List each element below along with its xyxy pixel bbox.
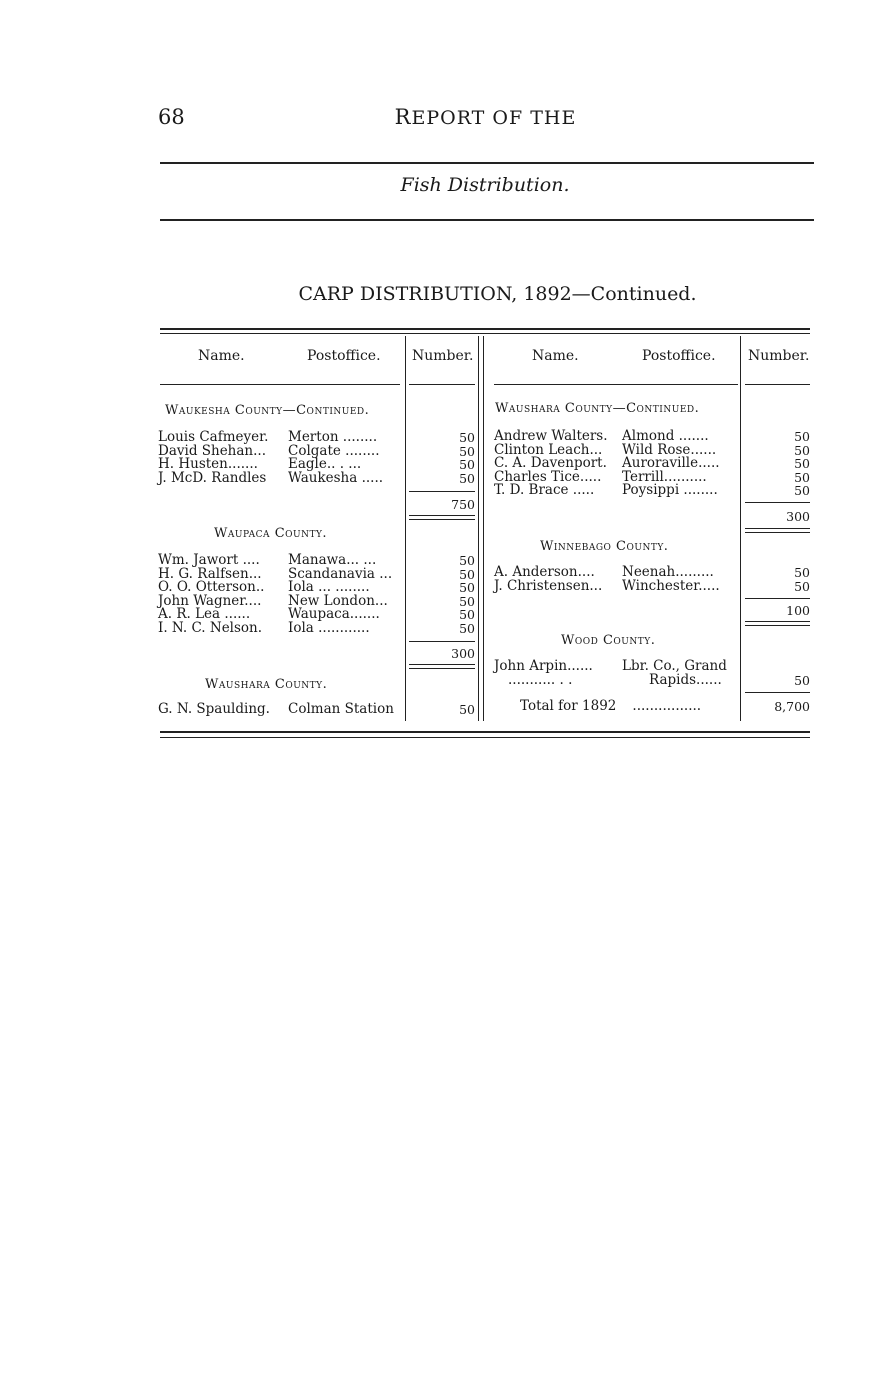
double-rule-a — [409, 515, 475, 516]
waushara-cont-total: 300 — [786, 509, 810, 524]
county-heading-waukesha: Waukesha County—Continued. — [165, 403, 370, 418]
name-cell: ........... . . — [508, 671, 573, 688]
number-cell: 50 — [459, 593, 475, 609]
subtotal-rule — [745, 598, 810, 599]
postoffice-cell: New London... — [288, 592, 388, 609]
running-head-initial: R — [394, 105, 412, 129]
postoffice-cell: Rapids...... — [649, 671, 722, 688]
name-cell: John Wagner.... — [158, 592, 262, 609]
number-cell: 50 — [794, 442, 810, 458]
double-rule-a — [409, 664, 475, 665]
number-cell: 50 — [794, 456, 810, 472]
col-header-name-right: Name. — [532, 348, 579, 364]
page-number: 68 — [158, 105, 185, 129]
postoffice-cell: Scandanavia ... — [288, 565, 393, 582]
subtotal-rule — [409, 641, 475, 642]
name-cell: David Shehan... — [158, 442, 266, 459]
number-cell: 50 — [459, 553, 475, 568]
winnebago-total: 100 — [786, 603, 810, 618]
col-divider-right-number — [740, 336, 741, 721]
county-heading-waupaca: Waupaca County. — [214, 526, 328, 541]
number-cell: 50 — [794, 673, 810, 688]
county-heading-waushara: Waushara County. — [205, 677, 328, 692]
col-divider-center-a — [478, 336, 479, 721]
number-cell: 50 — [794, 565, 810, 580]
name-cell: J. Christensen... — [494, 577, 603, 594]
header-rule-bottom — [160, 219, 814, 221]
winnebago-rows — [494, 566, 720, 593]
postoffice-cell: Manawa... ... — [288, 552, 377, 568]
name-cell: J. McD. Randles — [158, 469, 267, 486]
double-rule-b — [745, 625, 810, 626]
col-header-number-right: Number. — [748, 348, 810, 364]
number-cell: 50 — [459, 702, 475, 717]
name-cell: G. N. Spaulding. — [158, 701, 270, 717]
running-head — [0, 105, 896, 129]
postoffice-cell: Colgate ........ — [288, 442, 380, 459]
col-header-postoffice-left: Postoffice. — [307, 348, 381, 364]
postoffice-cell: Almond ....... — [622, 428, 709, 444]
table-bottom-rule — [160, 731, 810, 733]
name-cell: I. N. C. Nelson. — [158, 619, 263, 636]
name-cell: H. G. Ralfsen... — [158, 565, 262, 582]
waushara-cont-numbers — [745, 430, 810, 498]
postoffice-cell: Colman Station — [288, 701, 394, 717]
postoffice-cell: Eagle.. . ... — [288, 456, 362, 473]
wood-rows — [494, 660, 727, 687]
table-row — [494, 671, 727, 688]
county-heading-waushara-continued: Waushara County—Continued. — [495, 401, 700, 416]
header-underline-right-number — [745, 384, 810, 385]
name-cell: Charles Tice..... — [494, 468, 602, 485]
name-cell: Andrew Walters. — [494, 428, 608, 444]
table-row — [494, 484, 720, 498]
postoffice-cell: Neenah......... — [622, 564, 714, 580]
col-divider-left-number — [405, 336, 406, 721]
double-rule-b — [409, 668, 475, 669]
header-rule-top — [160, 162, 814, 164]
section-subhead: Fish Distribution. — [400, 174, 570, 196]
winnebago-numbers — [745, 566, 810, 593]
grand-total-text: Total for 1892 — [520, 698, 617, 714]
header-underline-right — [494, 384, 738, 385]
name-cell: Louis Cafmeyer. — [158, 429, 269, 445]
postoffice-cell: Winchester..... — [622, 577, 720, 594]
number-cell: 50 — [459, 470, 475, 486]
postoffice-cell: Merton ........ — [288, 429, 378, 445]
name-cell: C. A. Davenport. — [494, 455, 607, 472]
name-cell: T. D. Brace ..... — [494, 482, 595, 499]
postoffice-cell: Lbr. Co., Grand — [622, 658, 727, 674]
postoffice-cell: Auroraville..... — [622, 455, 720, 472]
county-heading-winnebago: Winnebago County. — [540, 539, 669, 554]
subtotal-rule — [409, 491, 475, 492]
postoffice-cell: Waukesha ..... — [288, 469, 384, 486]
number-cell: 50 — [459, 457, 475, 473]
postoffice-cell: Wild Rose...... — [622, 441, 717, 458]
col-header-name-left: Name. — [198, 348, 245, 364]
waukesha-numbers — [410, 431, 475, 485]
waushara-cont-rows — [494, 430, 720, 498]
table-title: CARP DISTRIBUTION, 1892—Continued. — [298, 283, 697, 305]
table-row — [158, 619, 392, 636]
table-row — [158, 703, 394, 717]
grand-total-number: 8,700 — [774, 699, 810, 714]
postoffice-cell: Iola ............ — [288, 619, 370, 636]
name-cell: A. Anderson.... — [494, 564, 595, 580]
name-cell: Clinton Leach... — [494, 441, 603, 458]
waukesha-total: 750 — [451, 497, 475, 512]
number-cell: 50 — [459, 580, 475, 596]
subtotal-rule — [745, 502, 810, 503]
waupaca-rows — [158, 554, 392, 636]
name-cell: H. Husten....... — [158, 456, 258, 473]
header-underline-left — [160, 384, 400, 385]
waukesha-rows — [158, 431, 383, 485]
name-cell: Wm. Jawort .... — [158, 552, 260, 568]
postoffice-cell: Terrill.......... — [622, 468, 707, 485]
name-cell: O. O. Otterson.. — [158, 579, 265, 596]
header-underline-left-number — [409, 384, 475, 385]
subtotal-rule — [745, 692, 810, 693]
running-head-rest: EPORT OF THE — [411, 107, 577, 129]
number-cell: 50 — [794, 429, 810, 444]
grand-total-dots: ................ — [632, 698, 702, 714]
waupaca-total: 300 — [451, 646, 475, 661]
number-cell: 50 — [459, 566, 475, 582]
col-divider-center-b — [483, 336, 484, 721]
number-cell: 50 — [794, 578, 810, 594]
table-bottom-rule-thin — [160, 737, 810, 738]
table-top-rule-thin — [160, 333, 810, 334]
double-rule-a — [745, 621, 810, 622]
col-header-number-left: Number. — [412, 348, 474, 364]
county-heading-wood: Wood County. — [561, 633, 656, 648]
number-cell: 50 — [459, 430, 475, 445]
double-rule-b — [745, 532, 810, 533]
number-cell: 50 — [794, 483, 810, 499]
waushara-rows — [158, 703, 394, 717]
number-cell: 50 — [794, 469, 810, 485]
table-row — [494, 577, 720, 594]
table-row — [158, 469, 384, 486]
col-header-postoffice-right: Postoffice. — [642, 348, 716, 364]
waupaca-numbers — [410, 554, 475, 636]
table-top-rule — [160, 328, 810, 330]
double-rule-a — [745, 528, 810, 529]
name-cell: A. R. Lea ...... — [158, 606, 251, 623]
postoffice-cell: Iola ... ........ — [288, 579, 370, 596]
postoffice-cell: Waupaca....... — [288, 606, 380, 623]
number-cell: 50 — [459, 443, 475, 459]
grand-total-label — [520, 700, 701, 714]
double-rule-b — [409, 519, 475, 520]
postoffice-cell: Poysippi ........ — [622, 482, 718, 499]
number-cell: 50 — [459, 607, 475, 623]
name-cell: John Arpin...... — [494, 658, 593, 674]
number-cell: 50 — [459, 620, 475, 636]
